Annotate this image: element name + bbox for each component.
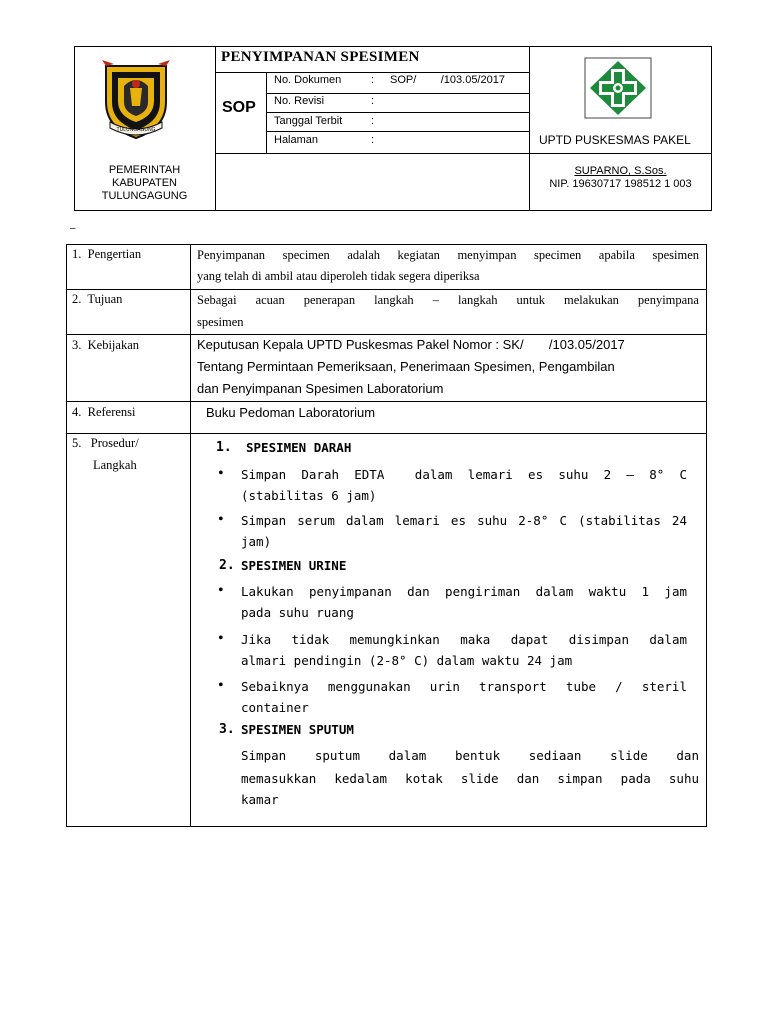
- row-label: Langkah: [93, 458, 137, 472]
- bullet-text-line: Jika tidak memungkinkan maka dapat disimpan dalam: [241, 632, 687, 647]
- row-text-line: Tentang Permintaan Pemeriksaan, Penerimaan Spesimen, Pengambilan: [197, 359, 615, 374]
- bullet-text-line: Simpan Darah EDTA dalam lemari es suhu 2 – 8° C: [241, 467, 687, 482]
- gov-line-1: PEMERINTAH: [108, 164, 181, 176]
- row-text-line: Keputusan Kepala UPTD Puskesmas Pakel Nomor : SK/ /103.05/2017: [197, 337, 625, 352]
- field-label: Tanggal Terbit: [274, 115, 343, 127]
- field-label: No. Revisi: [274, 95, 325, 107]
- field-sep: :: [371, 115, 375, 127]
- unit-name: UPTD PUSKESMAS PAKEL: [539, 133, 691, 147]
- row-text-line: Sebagai acuan penerapan langkah – langkah untuk melakukan penyimpana: [197, 293, 699, 307]
- section-number: 1.: [216, 440, 232, 455]
- section-number: 2.: [219, 558, 235, 573]
- bullet-text-line: almari pendingin (2-8° C) dalam waktu 24 jam: [241, 653, 573, 668]
- field-value: SOP/ /103.05/2017: [390, 74, 505, 86]
- row-text-line: spesimen: [197, 315, 244, 329]
- sop-label: SOP: [222, 99, 256, 116]
- bullet-icon: •: [218, 630, 224, 647]
- section-title: SPESIMEN URINE: [241, 558, 347, 573]
- gov-line-3: TULUNGAGUNG: [101, 190, 188, 202]
- bullet-text-line: Lakukan penyimpanan dan pengiriman dalam waktu 1 jam: [241, 584, 687, 599]
- crest-banner-text: TULUNGAGUNG: [116, 127, 156, 133]
- field-label: No. Dokumen: [274, 74, 342, 86]
- section-number: 3.: [219, 722, 235, 737]
- row-text-line: dan Penyimpanan Spesimen Laboratorium: [197, 381, 444, 396]
- bullet-icon: •: [218, 582, 224, 599]
- bullet-icon: •: [218, 677, 224, 694]
- bullet-text-line: Simpan serum dalam lemari es suhu 2-8° C (stabilitas 24: [241, 513, 687, 528]
- row-label: 1. Pengertian: [72, 247, 142, 261]
- row-text-line: yang telah di ambil atau diperoleh tidak segera diperiksa: [197, 269, 480, 283]
- bullet-text-line: pada suhu ruang: [241, 605, 354, 620]
- field-sep: :: [371, 74, 375, 86]
- doc-title: PENYIMPANAN SPESIMEN: [221, 49, 420, 65]
- section-title: SPESIMEN SPUTUM: [241, 722, 354, 737]
- crest-logo: [100, 56, 172, 142]
- bullet-text-line: (stabilitas 6 jam): [241, 488, 377, 503]
- dash-mark: –: [70, 223, 76, 234]
- bullet-text-line: Sebaiknya menggunakan urin transport tube / steril: [241, 679, 687, 694]
- bullet-icon: •: [218, 465, 224, 482]
- section-title: SPESIMEN DARAH: [246, 440, 352, 455]
- bullet-icon: •: [218, 511, 224, 528]
- paragraph-line: memasukkan kedalam kotak slide dan simpan pada suhu: [241, 771, 699, 786]
- field-sep: :: [371, 134, 375, 146]
- paragraph-line: kamar: [241, 792, 279, 807]
- bullet-text-line: container: [241, 700, 309, 715]
- gov-line-2: KABUPATEN: [112, 177, 177, 189]
- row-label: 2. Tujuan: [72, 292, 123, 306]
- paragraph-line: Simpan sputum dalam bentuk sediaan slide dan: [241, 748, 699, 763]
- signer-nip: NIP. 19630717 198512 1 003: [549, 178, 692, 190]
- field-label: Halaman: [274, 134, 319, 146]
- field-sep: :: [371, 95, 375, 107]
- row-label: 5. Prosedur/: [72, 436, 139, 450]
- row-label: 4. Referensi: [72, 405, 136, 419]
- signer-name: SUPARNO, S.Sos.: [574, 165, 667, 177]
- puskesmas-logo: [584, 57, 652, 119]
- row-text-line: Penyimpanan specimen adalah kegiatan menyimpan specimen apabila spesimen: [197, 248, 699, 262]
- row-label: 3. Kebijakan: [72, 338, 139, 352]
- bullet-text-line: jam): [241, 534, 272, 549]
- row-text-line: Buku Pedoman Laboratorium: [206, 405, 376, 420]
